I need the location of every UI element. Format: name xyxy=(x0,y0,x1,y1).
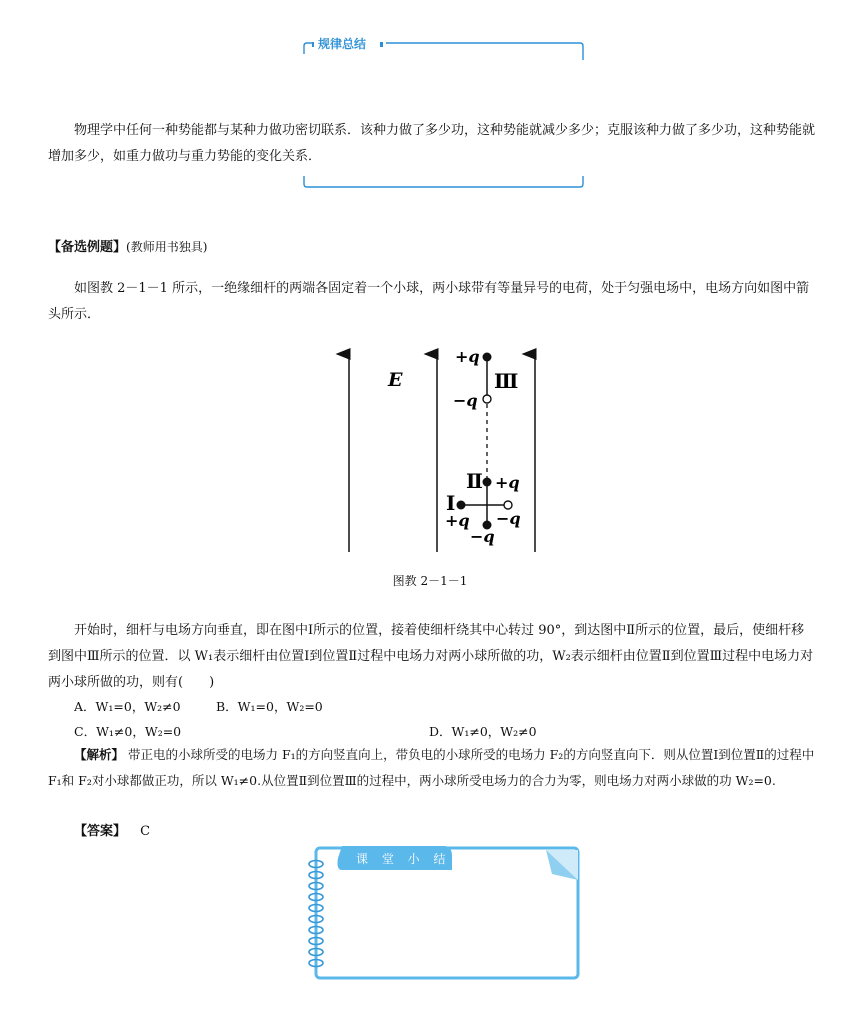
notebook-title: 课 堂 小 结 xyxy=(356,852,451,866)
pos3-label: Ⅲ xyxy=(494,369,519,393)
pos2-label: Ⅱ xyxy=(466,469,483,493)
summary-text: 物理学中任何一种势能都与某种力做功密切联系．该种力做了多少功，这种势能就减少多少；克服该种力做了多少功，这种势能就增加多少，如重力做功与重力势能的变化关系． xyxy=(48,123,816,164)
option-d: D．W₁≠0，W₂≠0 xyxy=(429,724,537,739)
example-heading-line xyxy=(48,236,207,259)
pos1-plus-label: +q xyxy=(445,511,470,530)
answer-value: C xyxy=(140,824,151,839)
pos1-minus-label: −q xyxy=(496,509,521,528)
pos2-plus-label: +q xyxy=(495,473,520,492)
class-summary-notebook xyxy=(302,842,584,982)
example-intro: 如图教 2－1－1 所示，一绝缘细杆的两端各固定着一个小球，两小球带有等量异号的电荷，处于匀强电场中，电场方向如图中箭头所示． xyxy=(48,281,810,322)
summary-label: 规律总结 xyxy=(314,35,370,52)
option-c: C．W₁≠0，W₂=0 xyxy=(74,724,182,739)
question-text: 开始时，细杆与电场方向垂直，即在图中Ⅰ所示的位置，接着使细杆绕其中心转过 90°，到达图中Ⅱ所示的位置，最后，使细杆移到图中Ⅲ所示的位置．以 W₁表示细杆由位置Ⅰ到位置Ⅱ过程中电场力对两小球所做的功，W₂表示细杆由位置Ⅱ到位置Ⅲ过程中电场力对两小球所做的功，则有( ) xyxy=(48,623,814,690)
analysis-text: 带正电的小球所受的电场力 F₁的方向竖直向上，带负电的小球所受的电场力 F₂的方向竖直向下．则从位置Ⅰ到位置Ⅱ的过程中 F₁和 F₂对小球都做正功，所以 W₁≠0.从位置Ⅱ到位置Ⅲ的过程中，两小球所受电场力的合力为零，则电场力对两小球做的功 W₂=0. xyxy=(48,747,815,788)
example-heading-note: (教师用书独具) xyxy=(126,240,208,254)
field-label: E xyxy=(388,369,403,391)
answer-line xyxy=(74,820,150,839)
answer-label: 【答案】 xyxy=(74,824,127,839)
analysis-block xyxy=(48,742,816,794)
pos1-label: Ⅰ xyxy=(446,491,456,515)
electric-field-figure xyxy=(330,342,550,558)
pos3-minus-label: −q xyxy=(453,391,478,410)
option-a: A．W₁=0，W₂≠0 xyxy=(74,699,181,714)
option-b: B．W₁=0，W₂=0 xyxy=(216,699,323,714)
pos3-minus-ball xyxy=(483,395,491,403)
example-heading: 【备选例题】 xyxy=(48,240,127,255)
pos3-plus-label: +q xyxy=(455,347,480,366)
pos2-minus-label: −q xyxy=(470,527,495,546)
pos1-minus-ball xyxy=(504,501,512,509)
figure-caption: 图教 2－1－1 xyxy=(392,574,468,588)
analysis-label: 【解析】 xyxy=(74,747,125,762)
